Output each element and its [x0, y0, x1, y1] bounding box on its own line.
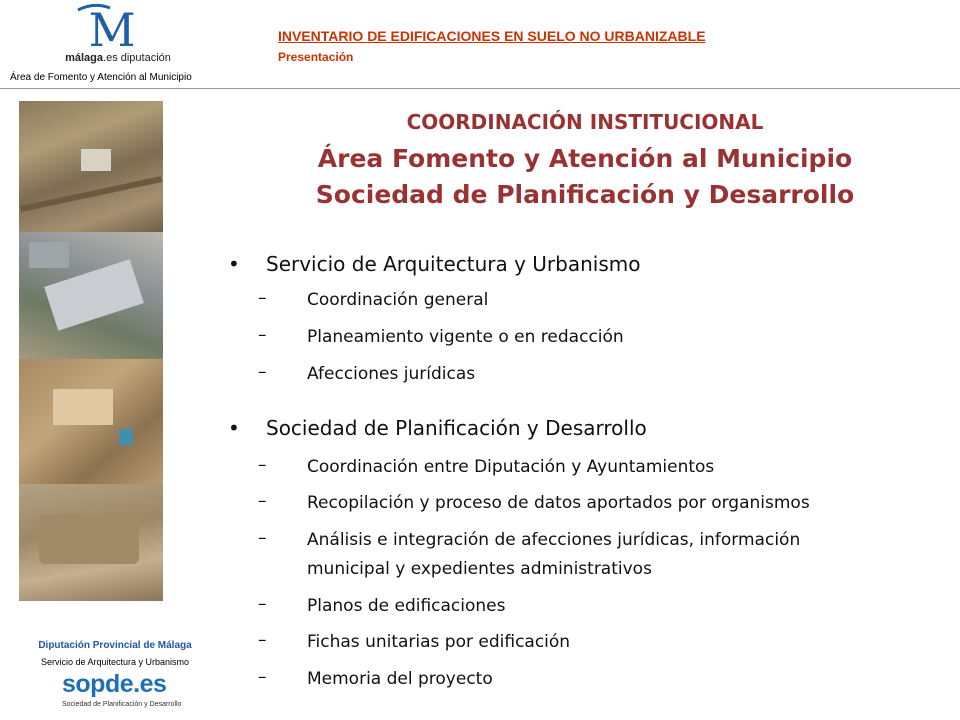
list-item: Coordinación entre Diputación y Ayuntamientos: [307, 457, 715, 477]
dash-icon: –: [258, 362, 267, 382]
dash-icon: –: [258, 667, 267, 687]
subheading-sociedad: Sociedad de Planificación y Desarrollo: [315, 180, 855, 209]
aerial-photo-2: [19, 232, 163, 359]
section-heading: COORDINACIÓN INSTITUCIONAL: [406, 110, 764, 134]
list-item: Planos de edificaciones: [307, 596, 506, 616]
dash-icon: –: [258, 325, 267, 345]
area-label: Área de Fomento y Atención al Municipio: [10, 72, 192, 83]
sopde-logo: sopde.es: [62, 670, 167, 698]
dash-icon: –: [258, 630, 267, 650]
page-header-subtitle: Presentación: [278, 50, 354, 64]
aerial-photo-4: [19, 484, 163, 601]
list-item: Planeamiento vigente o en redacción: [307, 327, 624, 347]
header-divider: [0, 88, 960, 89]
dash-icon: –: [258, 288, 267, 308]
dash-icon: –: [258, 594, 267, 614]
footer-diputacion: Diputación Provincial de Málaga: [38, 640, 192, 651]
dash-icon: –: [258, 455, 267, 475]
svg-text:M: M: [88, 3, 136, 52]
page-header-title: INVENTARIO DE EDIFICACIONES EN SUELO NO URBANIZABLE: [278, 28, 706, 44]
aerial-photo-1: [19, 101, 163, 232]
list-item: Coordinación general: [307, 290, 489, 310]
list-item: Memoria del proyecto: [307, 669, 493, 689]
list-item: Análisis e integración de afecciones jurídicas, información: [307, 530, 801, 550]
list-item: Afecciones jurídicas: [307, 364, 476, 384]
footer-servicio: Servicio de Arquitectura y Urbanismo: [40, 657, 190, 667]
dash-icon: –: [258, 491, 267, 511]
aerial-photo-3: [19, 359, 163, 484]
malaga-m-logo-icon: [72, 2, 152, 52]
dash-icon: –: [258, 528, 267, 548]
aerial-photo-strip: [19, 101, 163, 601]
sopde-logo-subtitle: Sociedad de Planificación y Desarrollo: [62, 701, 182, 708]
subheading-area: Área Fomento y Atención al Municipio: [317, 144, 853, 173]
list-item: Recopilación y proceso de datos aportados por organismos: [307, 493, 810, 513]
list-item-title: Servicio de Arquitectura y Urbanismo: [266, 252, 641, 276]
list-item: Fichas unitarias por edificación: [307, 632, 571, 652]
list-item-title: Sociedad de Planificación y Desarrollo: [266, 416, 647, 440]
bullet-icon: •: [228, 252, 240, 276]
list-item-continued: municipal y expedientes administrativos: [307, 559, 652, 579]
logo-text: málaga.es diputación: [65, 52, 171, 64]
bullet-icon: •: [228, 416, 240, 440]
